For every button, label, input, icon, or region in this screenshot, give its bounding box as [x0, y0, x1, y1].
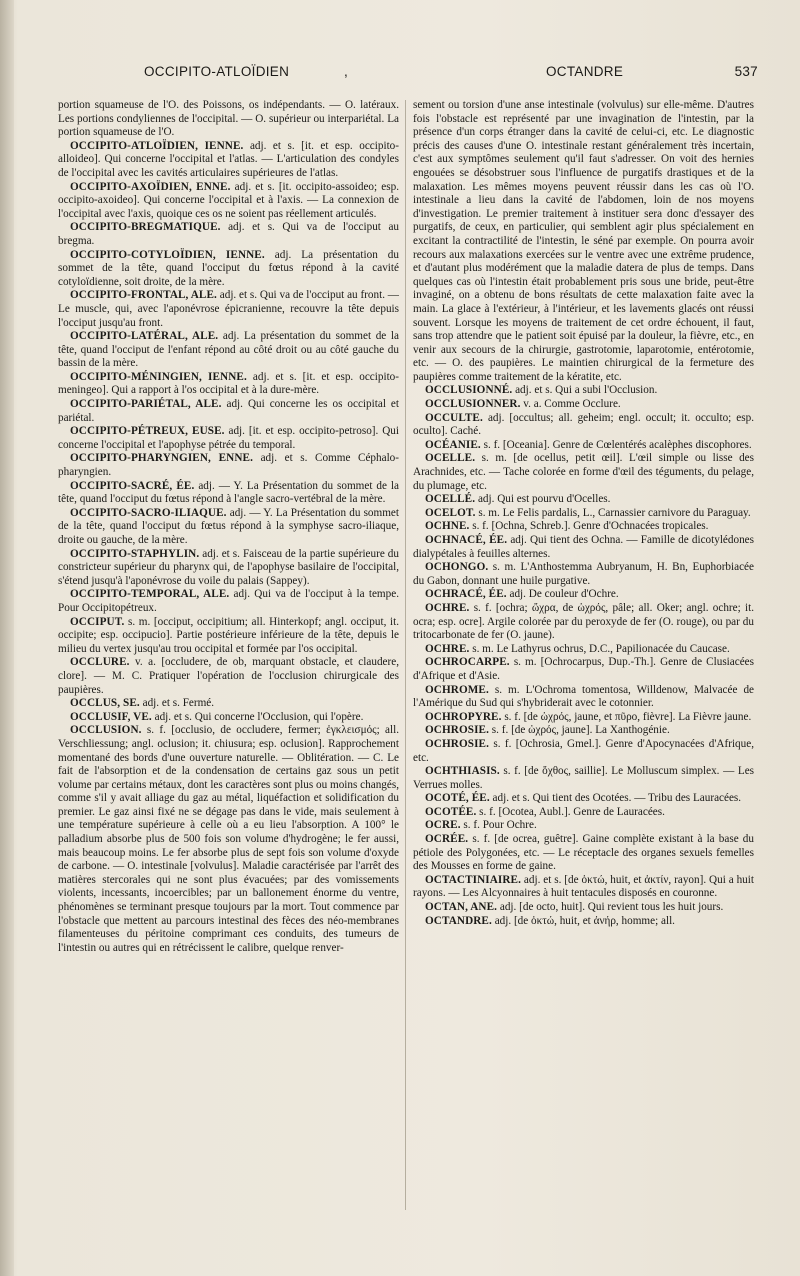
entry-definition: adj. et s. [it. et esp. occipito-alloideo]. Qui concerne l'occipital et l'atlas. — L'articulation des condyles de l'occipital avec les cavités articulaires supérieures de l'atlas. [58, 139, 399, 179]
entry-headword: OCHROME. [425, 683, 489, 696]
entry-definition: s. m. [Ochrocarpus, Dup.-Th.]. Genre de Clusiacées d'Afrique et d'Asie. [413, 656, 754, 682]
dictionary-entry [413, 806, 754, 820]
dictionary-entry [58, 371, 399, 398]
entry-headword: OCCLUSIONNER. [425, 398, 521, 411]
dictionary-entry [413, 534, 754, 561]
dictionary-entry [413, 493, 754, 507]
dictionary-entry [413, 711, 754, 725]
binding-shadow [0, 0, 14, 1276]
running-head [58, 64, 758, 84]
entry-headword: OCTANDRE. [425, 914, 492, 927]
dictionary-entry [413, 765, 754, 792]
dictionary-entry [413, 588, 754, 602]
entry-definition: adj. et s. Fermé. [142, 697, 215, 710]
dictionary-entry [413, 915, 754, 929]
entry-headword: OCCIPITO-STAPHYLIN. [70, 547, 200, 560]
entry-headword: OCHRACÉ, ÉE. [425, 588, 507, 601]
entry-definition: s. m. [de ocellus, petit œil]. L'œil simple ou lisse des Arachnides, etc. — Tache colorée en forme d'œil des téguments, du pelage, du plumage, etc. [413, 452, 755, 492]
dictionary-entry [58, 181, 399, 222]
dictionary-entry [58, 425, 399, 452]
entry-definition: adj. Qui concerne les os occipital et pariétal. [58, 398, 399, 424]
entry-definition: s. f. [Ochrosia, Gmel.]. Genre d'Apocynacées d'Afrique, etc. [413, 737, 755, 764]
entry-definition: s. f. [de ocrea, guêtre]. Gaine complète existant à la base du pétiole des Polygonées, etc. — Le réceptacle des organes sexuels femelles des Mousses en forme de gaine. [413, 833, 754, 873]
dictionary-entry [58, 330, 399, 371]
entry-headword: OCCIPITO-PÉTREUX, EUSE. [70, 425, 225, 438]
entry-headword: OCRÉE. [425, 833, 469, 846]
dictionary-entry [413, 684, 754, 711]
dictionary-entry [58, 249, 399, 290]
entry-definition: adj. La présentation du sommet de la tête, quand l'occiput de l'enfant répond au côté droit ou au côté gauche du bassin de la mère. [58, 330, 400, 370]
entry-definition: adj. et s. Faisceau de la partie supérieure du constricteur supérieur du pharynx qui, de l'apophyse basilaire de l'occipital, s'étend jusqu'à l'aponévrose du voile du palais (Sappey). [58, 547, 399, 587]
entry-headword: OCCULTE. [425, 411, 483, 424]
dictionary-entry [413, 412, 754, 439]
right-column [413, 99, 754, 928]
entry-definition: adj. et s. Qui va de l'occiput au front. — Le muscle, qui, avec l'aponévrose épicranienne, recouvre la tête depuis l'occiput jusqu'au front. [58, 289, 399, 329]
entry-headword: OCHROSIE. [425, 737, 489, 750]
entry-definition: adj. De couleur d'Ochre. [509, 588, 619, 601]
entry-headword: OCCIPITO-SACRO-ILIAQUE. [70, 506, 227, 519]
entry-headword: OCHROCARPE. [425, 656, 510, 669]
entry-headword: OCHROPYRE. [425, 710, 502, 723]
dictionary-entry [413, 874, 754, 901]
header-mark: , [344, 64, 349, 79]
dictionary-entry [58, 616, 399, 657]
entry-headword: OCCIPITO-ATLOÏDIEN, IENNE. [70, 139, 244, 152]
dictionary-entry [413, 384, 754, 398]
first-headword-guide: OCCIPITO-ATLOÏDIEN [144, 64, 290, 79]
entry-definition: adj. [it. et esp. occipito-petroso]. Qui concerne l'occipital et l'apophyse pétrée du temporal. [58, 425, 399, 451]
entry-headword: OCCIPITO-LATÉRAL, ALE. [70, 330, 219, 343]
dictionary-entry [58, 480, 399, 507]
dictionary-entry [413, 398, 754, 412]
entry-headword: OCCIPITO-AXOÏDIEN, ENNE. [70, 180, 231, 193]
dictionary-entry [413, 792, 754, 806]
dictionary-entry [58, 221, 399, 248]
entry-definition: s. m. L'Anthostemma Aubryanum, H. Bn, Euphorbiacée du Gabon, donnant une huile purgative. [413, 561, 754, 587]
dictionary-entry [413, 643, 754, 657]
entry-headword: OCCLUSIF, VE. [70, 710, 152, 723]
continued-entry [58, 99, 399, 140]
entry-definition: adj. et s. [it. et esp. occipito-meningeo]. Qui a rapport à l'os occipital et à la dure-mère. [58, 370, 399, 397]
entry-definition: adj. Qui tient des Ochna. — Famille de dicotylédones dialypétales à feuilles alternes. [413, 534, 755, 560]
entry-definition: s. f. [occlusio, de occludere, fermer; ἐγκλεισμός; all. Verschliessung; angl. oclusion; it. chiusura; esp. oclusion]. Rapprochement momentané des bords d'une ouverture naturelle. — Oblitération. — C. Le fait de l'absorption et de la condensation de certains gaz sous un petit volume par certains métaux, dont les caractères sont plus ou moins changés, comme s'il y avait alliage du gaz au métal, liquéfaction et solidification du premier. Le gaz ainsi fixé ne se dégage pas dans le vide, mais seulement à une température supérieure à celle où a eu lieu l'absorption. A 100° le palladium absorbe plus de 500 fois son volume d'hydrogène; le fer aussi, mais beaucoup moins. Le fer absorbe plus de sept fois son volume d'oxyde de carbone. — O. intestinale [volvulus]. Maladie caractérisée par l'arrêt des matières stercorales qui ne sont plus évacuées; par des vomissements violents, incessants, incoercibles; par un ballonement énorme du ventre, phénomènes se terminant presque toujours par la mort. Tout commence par l'obstacle que mettent au parcours intestinal des fèces des néo-membranes filamenteuses du péritoine comprimant ces conduits, des tumeurs de l'intestin ou autres qui en rétrécissent le calibre, quelque renver- [58, 724, 400, 954]
entry-headword: OCCLURE. [70, 656, 130, 669]
entry-definition: s. f. [de ὠχρός, jaune]. La Xanthogénie. [491, 724, 670, 737]
entry-definition: adj. — Y. La Présentation du sommet de la tête, quand l'occiput du fœtus répond à l'angle sacro-vertébral de la mère. [58, 479, 399, 506]
entry-headword: OCCIPITO-PARIÉTAL, ALE. [70, 398, 222, 411]
entry-definition: s. f. [Ocotea, Aubl.]. Genre de Lauracées. [479, 805, 665, 818]
dictionary-entry [413, 901, 754, 915]
entry-headword: OCTAN, ANE. [425, 901, 498, 914]
entry-headword: OCHONGO. [425, 561, 489, 574]
entry-definition: adj. [occultus; all. geheim; engl. occult; it. occulto; esp. oculto]. Caché. [413, 411, 755, 438]
entry-headword: OCCLUSION. [70, 724, 142, 737]
entry-definition: s. f. [de ὠχρός, jaune, et πῦρο, fièvre]. La Fièvre jaune. [504, 710, 752, 723]
entry-definition: s. m. [occiput, occipitium; all. Hinterkopf; angl. occiput, it. occipite; esp. occipucio]. Partie postérieure inférieure de la tête, depuis le milieu du vertex jusqu'au trou occipital et formée par l'os occipital. [58, 615, 399, 655]
entry-definition: adj. [de octo, huit]. Qui revient tous les huit jours. [499, 901, 724, 914]
dictionary-entry [58, 724, 399, 955]
entry-headword: OCHNE. [425, 520, 470, 533]
entry-headword: OCHRE. [425, 601, 470, 614]
entry-headword: OCHRE. [425, 642, 470, 655]
entry-headword: OCÉANIE. [425, 438, 481, 451]
entry-headword: OCELLE. [425, 452, 476, 465]
dictionary-entry [413, 520, 754, 534]
dictionary-entry [413, 724, 754, 738]
entry-definition: adj. [de ὀκτώ, huit, et ἀνήρ, homme; all. [494, 914, 675, 927]
entry-headword: OCOTÉE. [425, 805, 477, 818]
continued-entry [413, 99, 754, 384]
dictionary-entry [413, 452, 754, 493]
entry-headword: OCHROSIE. [425, 724, 489, 737]
dictionary-entry [58, 548, 399, 589]
dictionary-entry [58, 711, 399, 725]
entry-headword: OCOTÉ, ÉE. [425, 792, 490, 805]
entry-definition: s. m. Le Lathyrus ochrus, D.C., Papilionacée du Caucase. [472, 642, 730, 655]
entry-definition: adj. et s. Qui a subi l'Occlusion. [515, 384, 658, 397]
left-column [58, 99, 399, 955]
entry-headword: OCCIPITO-BREGMATIQUE. [70, 221, 221, 234]
entry-definition: s. f. [de ὄχθος, saillie]. Le Molluscum simplex. — Les Verrues molles. [413, 765, 755, 791]
entry-definition: s. m. Le Felis pardalis, L., Carnassier carnivore du Paraguay. [478, 506, 751, 519]
entry-definition: sement ou torsion d'une anse intestinale (volvulus) sur elle-même. D'autres fois l'obstacle est représenté par une invagination de l'intestin, par la présence d'un corps étranger dans la cavité de celui-ci, etc. Le diagnostic précis des causes d'une O. intestinale restant généralement très incertain, c'est aux symptômes seulement qu'il faut s'adresser. On voit des hernies engouées se désobstruer sous l'influence de purgatifs drastiques et de la malaxation. Les mêmes moyens peuvent réussir dans les cas où l'O. intestinale a lieu dans la cavité de l'abdomen, loin de nos moyens d'investigation. Le premier traitement à instituer sera donc d'essayer des purgatifs, de ceux, en particulier, qui semblent agir plus spécialement en excitant la contractilité de l'intestin, le séné par exemple. On pourra avoir recours aux malaxations exercées sur le ventre avec une extrême prudence, et d'autant plus modérément que la maladie datera de plus de temps. Dans quelques cas où l'intestin était probablement pris sous une bride, peut-être invaginé, on a obtenu de bons résultats de cette malaxation faite avec la main. La glace à l'extérieur, à l'intérieur, et les lavements glacés ont réussi souvent. Lorsque les moyens de traitement de cet ordre échouent, il faut, sans trop attendre que le patient soit épuisé par la douleur, la fièvre, etc., en venir aux secours de la chirurgie, gastrotomie, laparotomie, entérotomie, etc. — O. des paupières. Le maintien chirurgical de la fermeture des paupières comme traitement de la kératite, etc. [413, 99, 754, 383]
dictionary-entry [58, 507, 399, 548]
dictionary-entry [58, 656, 399, 697]
entry-headword: OCCIPITO-TEMPORAL, ALE. [70, 588, 230, 601]
entry-definition: adj. Qui va de l'occiput à la tempe. Pour Occipitopétreux. [58, 588, 399, 614]
entry-headword: OCRE. [425, 819, 461, 832]
entry-definition: adj. et s. Qui concerne l'Occlusion, qui l'opère. [154, 710, 364, 723]
dictionary-entry [58, 697, 399, 711]
page-number: 537 [734, 64, 758, 79]
entry-headword: OCCIPUT. [70, 615, 125, 628]
entry-headword: OCCLUSIONNÉ. [425, 384, 513, 397]
entry-definition: adj. et s. Qui tient des Ocotées. — Tribu des Lauracées. [492, 792, 742, 805]
dictionary-entry [413, 439, 754, 453]
entry-definition: adj. La présentation du sommet de la tête, quand l'occiput du fœtus répond à la cavité cotyloïdienne, soit droite, de la mère. [58, 248, 399, 288]
entry-definition: s. f. [Ochna, Schreb.]. Genre d'Ochnacées tropicales. [472, 520, 709, 533]
last-headword-guide: OCTANDRE [546, 64, 624, 79]
dictionary-entry [413, 602, 754, 643]
dictionary-entry [58, 289, 399, 330]
entry-headword: OCELOT. [425, 506, 476, 519]
entry-definition: portion squameuse de l'O. des Poissons, os indépendants. — O. latéraux. Les portions condyliennes de l'occipital. — O. supérieur ou interpariétal. La portion squameuse de l'O. [58, 99, 399, 139]
dictionary-entry [58, 452, 399, 479]
entry-definition: v. a. Comme Occlure. [523, 398, 621, 411]
entry-definition: s. m. L'Ochroma tomentosa, Willdenow, Malvacée de l'Amérique du Sud qui s'hybriderait avec le cotonnier. [413, 683, 755, 710]
entry-headword: OCCIPITO-PHARYNGIEN, ENNE. [70, 452, 253, 465]
dictionary-entry [413, 833, 754, 874]
entry-headword: OCHNACÉ, ÉE. [425, 534, 508, 546]
entry-definition: adj. et s. Qui va de l'occiput au bregma. [58, 221, 399, 247]
dictionary-entry [413, 738, 754, 765]
entry-headword: OCCIPITO-SACRÉ, ÉE. [70, 479, 195, 492]
entry-headword: OCCIPITO-FRONTAL, ALE. [70, 289, 217, 302]
entry-definition: s. f. [Oceania]. Genre de Cœlentérés acalèphes discophores. [483, 438, 752, 451]
dictionary-entry [413, 819, 754, 833]
dictionary-entry [58, 588, 399, 615]
entry-definition: adj. Qui est pourvu d'Ocelles. [477, 493, 611, 506]
dictionary-entry [413, 507, 754, 521]
dictionary-entry [58, 398, 399, 425]
column-divider [405, 100, 406, 1210]
entry-headword: OCHTHIASIS. [425, 765, 500, 778]
entry-definition: adj. et s. [de ὀκτώ, huit, et ἀκτίν, rayon]. Qui a huit rayons. — Les Alcyonnaires à huit tentacules disposés en couronne. [413, 873, 754, 900]
entry-definition: s. f. [ochra; ὤχρα, de ὠχρός, pâle; all. Oker; angl. ochre; it. ocra; esp. ocre]. Argile colorée par du peroxyde de fer (O. rouge), ou par du tritocarbonate de fer (O. jaune). [413, 601, 754, 642]
entry-headword: OCELLÉ. [425, 493, 476, 506]
entry-headword: OCCIPITO-MÉNINGIEN, IENNE. [70, 370, 247, 383]
dictionary-entry [413, 561, 754, 588]
entry-definition: adj. — Y. La Présentation du sommet de la tête, quand l'occiput du fœtus répond à la symphyse sacro-iliaque, droite ou gauche, de la mère. [58, 506, 400, 546]
entry-definition: adj. et s. [it. occipito-assoideo; esp. occipito-axoideo]. Qui concerne l'occipital et à l'axis. — La connexion de l'occipital avec l'axis, quoique ces os ne soient pas réellement articulés. [58, 180, 399, 220]
entry-definition: s. f. Pour Ochre. [463, 819, 537, 832]
dictionary-entry [413, 656, 754, 683]
entry-definition: adj. et s. Comme Céphalo-pharyngien. [58, 452, 400, 479]
entry-headword: OCCLUS, SE. [70, 697, 140, 710]
entry-headword: OCTACTINIAIRE. [425, 873, 521, 886]
dictionary-entry [58, 140, 399, 181]
entry-definition: v. a. [occludere, de ob, marquant obstacle, et claudere, clore]. — M. C. Pratiquer l'opération de l'occlusion chirurgicale des paupières. [58, 656, 399, 696]
entry-headword: OCCIPITO-COTYLOÏDIEN, IENNE. [70, 248, 265, 261]
